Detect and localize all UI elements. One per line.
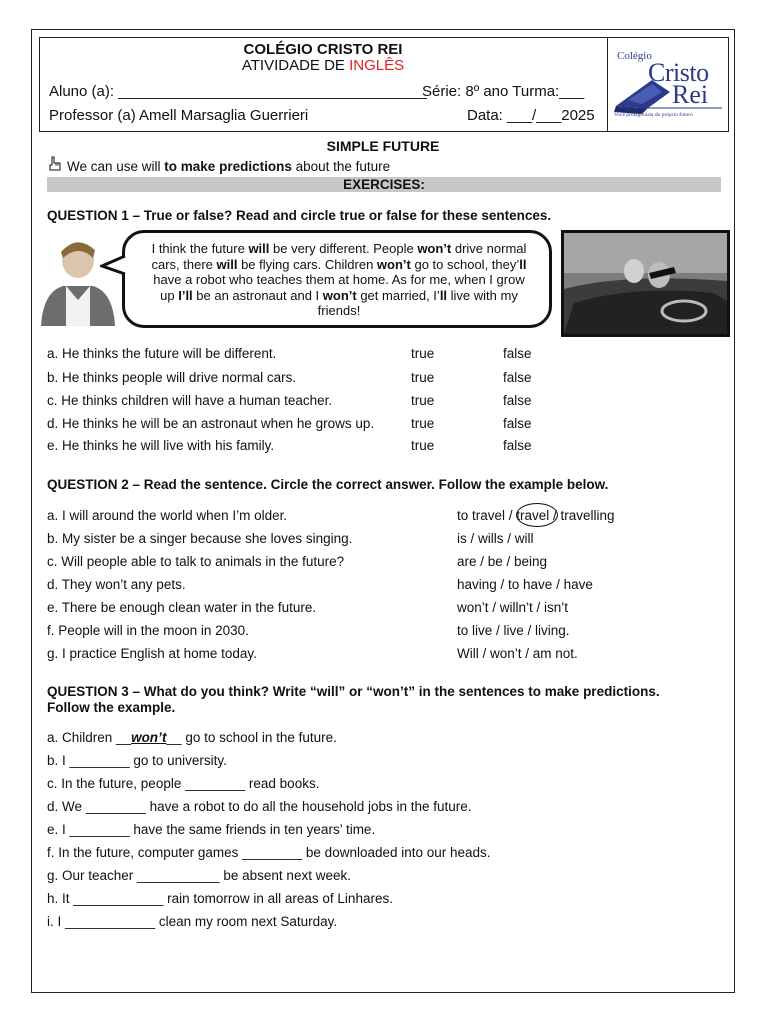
q3-fill-sentence[interactable]: d. We ________ have a robot to do all the household jobs in the future. [47,799,472,814]
example-post: __ go to school in the future. [166,730,337,745]
question-2-title: QUESTION 2 – Read the sentence. Circle the correct answer. Follow the example below. [47,477,609,492]
q1-option-true[interactable]: true [411,416,435,431]
q2-options[interactable]: Will / won’t / am not. [457,646,578,661]
bubble-bold-word: will [248,241,270,256]
example-pre: a. Children __ [47,730,132,745]
topic-note-bold: to make predictions [164,159,292,174]
topic-title: SIMPLE FUTURE [326,138,440,154]
activity-subject: INGLÊS [349,57,405,74]
grade-class-field[interactable]: Série: 8º ano Turma:___ [422,83,585,100]
exercises-label: EXERCISES: [343,177,425,192]
speech-bubble-tail-icon [100,254,128,276]
q2-sentence: e. There be enough clean water in the future. [47,600,317,615]
topic-note [67,159,390,174]
bubble-bold-word: won’t [322,287,357,303]
speech-bubble-line [128,303,550,319]
q2-options[interactable]: having / to have / have [457,577,593,592]
q2-options[interactable]: won’t / willn’t / isn’t [457,600,569,615]
q2-sentence: f. People will in the moon in 2030. [47,623,249,638]
q2-sentence: c. Will people able to talk to animals in the future? [47,554,345,569]
q1-option-false[interactable]: false [503,370,532,385]
bubble-bold-word: I’ll [178,287,193,303]
q1-statement: d. He thinks he will be an astronaut when he grows up. [47,416,375,431]
q3-fill-sentence[interactable]: i. I ____________ clean my room next Saturday. [47,914,338,929]
q1-option-false[interactable]: false [503,346,532,361]
bubble-text: go to school, they’ [410,256,520,272]
speech-bubble-line [128,288,550,304]
boy-photo [33,236,119,326]
bubble-text: have a robot who teaches them at home. As for me, when I grow [153,272,525,288]
bubble-text: be very different. People [269,241,418,256]
logo-text-top: Colégio [617,50,652,62]
question-3-title-line-1: QUESTION 3 – What do you think? Write “will” or “won’t” in the sentences to make predictions. [47,684,660,699]
q1-option-true[interactable]: true [411,370,435,385]
bubble-bold-word: ll [439,287,448,303]
topic-note-post: about the future [291,159,391,174]
bubble-text: friends! [317,303,361,319]
bubble-bold-word: will [216,256,238,272]
topic-note-pre: We can use will [67,159,165,174]
speech-bubble-line [128,241,550,257]
speech-bubble-line [128,272,550,288]
bubble-text: live with my [447,287,518,303]
bubble-text: I think the future [151,241,249,256]
q3-fill-sentence[interactable]: b. I ________ go to university. [47,753,227,768]
q2-options[interactable]: to live / live / living. [457,623,570,638]
example-answer: won’t [131,730,167,745]
q2-sentence: b. My sister be a singer because she loves singing. [47,531,353,546]
q1-statement: e. He thinks he will live with his family. [47,438,275,453]
bubble-text: be flying cars. Children [237,256,377,272]
bubble-bold-word: ll [519,256,527,272]
q3-fill-sentence[interactable]: g. Our teacher ___________ be absent next week. [47,868,351,883]
q2-options[interactable]: is / wills / will [457,531,534,546]
q2-sentence: a. I will around the world when I’m older. [47,508,288,523]
q2-sentence: d. They won’t any pets. [47,577,186,592]
question-1-title: QUESTION 1 – True or false? Read and circle true or false for these sentences. [47,208,552,223]
q2-options[interactable]: are / be / being [457,554,548,569]
q3-fill-sentence[interactable]: f. In the future, computer games ________ be downloaded into our heads. [47,845,491,860]
q1-option-false[interactable]: false [503,393,532,408]
q1-statement: a. He thinks the future will be different. [47,346,277,361]
q1-option-false[interactable]: false [503,416,532,431]
school-logo [612,42,726,128]
speech-bubble-lines [128,241,550,319]
bubble-bold-word: won’t [376,256,411,272]
q1-option-true[interactable]: true [411,438,435,453]
bubble-bold-word: won’t [417,241,452,256]
pointing-hand-icon [47,156,63,172]
speech-bubble-text [128,241,550,323]
q1-statement: b. He thinks people will drive normal cars. [47,370,297,385]
bubble-text: be an astronaut and I [192,287,323,303]
q2-sentence: g. I practice English at home today. [47,646,257,661]
q1-statement: c. He thinks children will have a human teacher. [47,393,333,408]
date-field[interactable]: Data: ___/___2025 [467,107,595,124]
q3-fill-sentence[interactable]: e. I ________ have the same friends in ten years’ time. [47,822,376,837]
header-divider [607,37,608,132]
bubble-text: cars, there [151,256,217,272]
q3-fill-sentence[interactable]: c. In the future, people ________ read books. [47,776,320,791]
question-3-title-line-2: Follow the example. [47,700,176,715]
student-name-field[interactable]: Aluno (a): _____________________________________ [49,83,427,100]
question-3-example [47,730,337,745]
q3-fill-sentence[interactable]: h. It ____________ rain tomorrow in all areas of Linhares. [47,891,393,906]
logo-text-bottom: Rei [672,80,709,109]
school-name: COLÉGIO CRISTO REI [243,41,403,58]
car-photo [561,230,730,337]
activity-title [39,57,607,74]
q1-option-true[interactable]: true [411,393,435,408]
q1-option-false[interactable]: false [503,438,532,453]
logo-text-middle: Cristo [648,58,709,87]
bubble-text: up [160,287,179,303]
q2-options[interactable]: to travel / travel / travelling [457,508,615,523]
activity-prefix: ATIVIDADE DE [241,57,350,74]
teacher-name: Professor (a) Amell Marsaglia Guerrieri [49,107,309,124]
q1-option-true[interactable]: true [411,346,435,361]
bubble-text: get married, I’ [356,287,440,303]
speech-bubble-line [128,257,550,273]
bubble-text: drive normal [451,241,527,256]
logo-tagline: Você protagonista do próprio futuro [614,112,693,118]
